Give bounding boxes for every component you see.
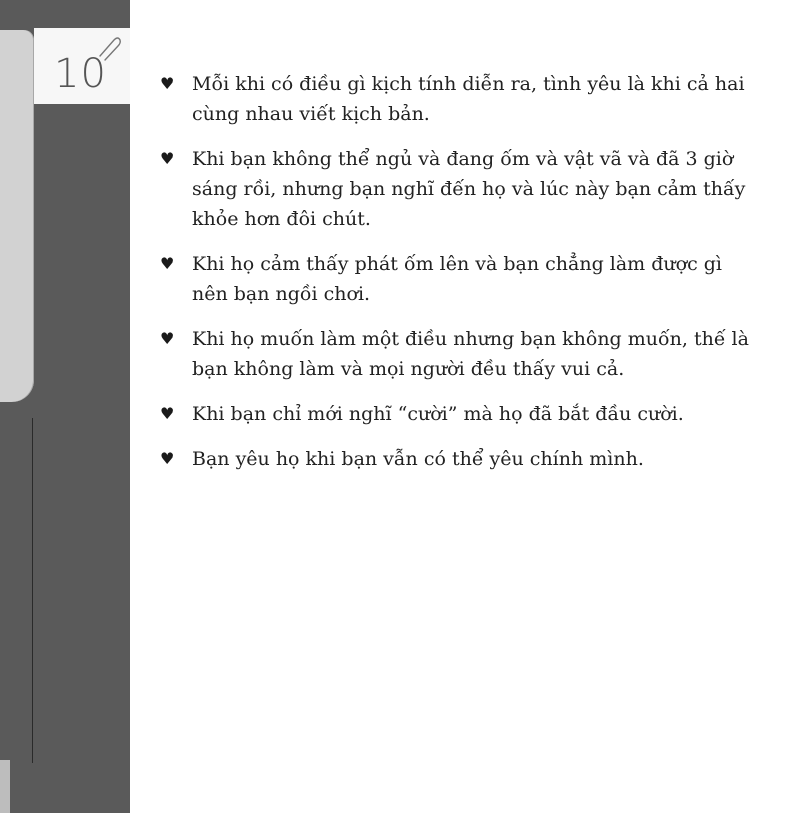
page-number: 10 xyxy=(54,51,107,97)
page-tab-bottom xyxy=(0,760,10,813)
list-item xyxy=(160,69,760,129)
heart-bullet-icon: ♥ xyxy=(160,329,175,348)
list-item xyxy=(160,399,760,429)
list-item-text: Bạn yêu họ khi bạn vẫn có thể yêu chính mình. xyxy=(192,448,644,470)
list-item-text: Mỗi khi có điều gì kịch tính diễn ra, tình yêu là khi cả hai cùng nhau viết kịch bản. xyxy=(192,73,745,125)
heart-bullet-icon: ♥ xyxy=(160,149,175,168)
page-tab xyxy=(0,30,34,402)
bullet-list xyxy=(160,69,760,489)
heart-bullet-icon: ♥ xyxy=(160,449,175,468)
heart-bullet-icon: ♥ xyxy=(160,404,175,423)
list-item-text: Khi bạn chỉ mới nghĩ “cười” mà họ đã bắt đầu cười. xyxy=(192,403,684,425)
list-item xyxy=(160,249,760,309)
left-margin-band xyxy=(0,0,130,813)
list-item-text: Khi họ muốn làm một điều nhưng bạn không muốn, thế là bạn không làm và mọi người đều thấy vui cả. xyxy=(192,328,749,380)
list-item-text: Khi bạn không thể ngủ và đang ốm và vật vã và đã 3 giờ sáng rồi, nhưng bạn nghĩ đến họ và lúc này bạn cảm thấy khỏe hơn đôi chút. xyxy=(192,148,746,230)
list-item xyxy=(160,444,760,474)
page-number-box xyxy=(34,28,130,104)
list-item xyxy=(160,324,760,384)
heart-bullet-icon: ♥ xyxy=(160,254,175,273)
heart-bullet-icon: ♥ xyxy=(160,74,175,93)
margin-rule xyxy=(32,418,33,763)
list-item-text: Khi họ cảm thấy phát ốm lên và bạn chẳng làm được gì nên bạn ngồi chơi. xyxy=(192,253,722,305)
list-item xyxy=(160,144,760,234)
